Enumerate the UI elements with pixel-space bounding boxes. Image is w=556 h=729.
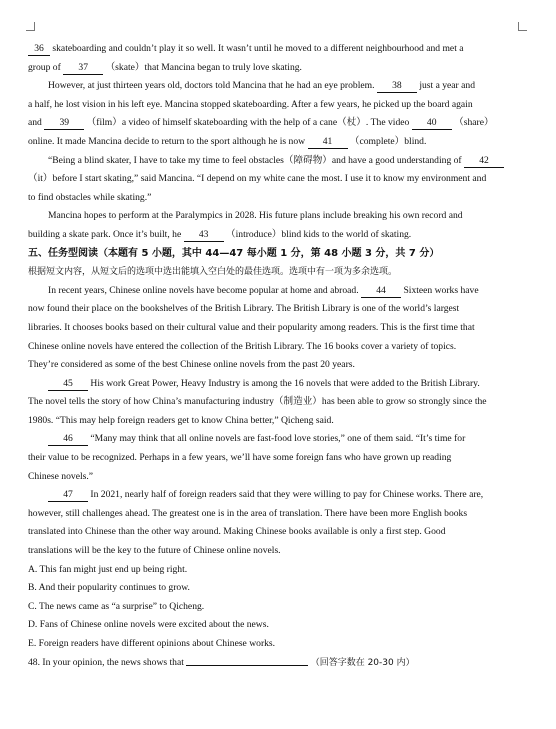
passage1-line10: Mancina hopes to perform at the Paralympics in 2028. His future plans include breaking his own record and <box>48 210 463 222</box>
passage2-p4-line2: however, still challenges ahead. The greatest one is in the area of translation. There have been more English books <box>28 507 468 519</box>
text: and <box>28 117 42 129</box>
passage1-line5 <box>28 114 528 133</box>
blank-37[interactable]: 37 <box>63 62 103 75</box>
text: Sixteen works have <box>403 284 479 296</box>
passage2-p2-line3: 1980s. “This may help foreign readers get to know China better,” Qicheng said. <box>28 414 334 426</box>
blank-46[interactable]: 46 <box>48 433 88 446</box>
passage2-p1-line2: now found their place on the bookshelves of the British Library. The British Library is one of the world’s largest <box>28 303 460 315</box>
section-instruction: 根据短文内容，从短文后的选项中选出能填入空白处的最佳选项。选项中有一项为多余选项。 <box>28 267 398 278</box>
text: just a year and <box>419 80 476 92</box>
passage2-p2-line1 <box>28 375 528 394</box>
text: group of <box>28 61 61 73</box>
section-heading: 五、任务型阅读（本题有 5 小题，其中 44—47 每小题 1 分，第 48 小题 3 分，共 7 分） <box>28 247 440 259</box>
text: （film）a video of himself skateboarding with the help of a cane（杖）. The video <box>86 117 410 129</box>
passage2-p1-line3: libraries. It chooses books based on their cultural value and their popularity among readers. This is the first time that <box>28 321 475 333</box>
blank-41[interactable]: 41 <box>308 136 348 149</box>
passage2-p1-line5: They’re considered as some of the best Chinese online novels from the past 20 years. <box>28 359 355 371</box>
option-d: D. Fans of Chinese online novels were excited about the news. <box>28 619 269 631</box>
passage1-line2 <box>28 59 528 78</box>
blank-38[interactable]: 38 <box>377 80 417 93</box>
text: “Many may think that all online novels are fast-food love stories,” one of them said. “It’s time for <box>90 433 466 445</box>
text: In recent years, Chinese online novels have become popular at home and abroad. <box>48 284 359 296</box>
option-b: B. And their popularity continues to grow. <box>28 582 190 594</box>
passage2-p4-line4: translations will be the key to the future of Chinese online novels. <box>28 545 281 557</box>
text: （complete）blind. <box>349 135 427 147</box>
blank-42[interactable]: 42 <box>464 155 504 168</box>
passage1-line7 <box>28 152 528 171</box>
passage2-p4-line3: translated into Chinese than the other way around. Making Chinese books available is only a first step. Good <box>28 526 446 538</box>
option-a: A. This fan might just end up being right. <box>28 563 188 575</box>
question-48 <box>28 654 528 673</box>
blank-47[interactable]: 47 <box>48 489 88 502</box>
passage1-line11 <box>28 226 528 245</box>
answer-48-input[interactable] <box>186 654 308 666</box>
text: His work Great Power, Heavy Industry is among the 16 novels that were added to the British Library. <box>90 377 480 389</box>
passage1-line4: a half, he lost vision in his left eye. Mancina stopped skateboarding. After a few years, he picked up the board again <box>28 98 473 110</box>
page-corner-mark-left <box>26 22 35 31</box>
text: （回答字数在 20-30 内） <box>310 657 415 668</box>
text: online. It made Mancina decide to return to the sport although he is now <box>28 135 306 147</box>
passage2-p3-line1 <box>28 430 528 449</box>
page-corner-mark-right <box>518 22 527 31</box>
passage1-line9: to find obstacles while skating.” <box>28 191 152 203</box>
blank-43[interactable]: 43 <box>184 229 224 242</box>
option-c: C. The news came as “a surprise” to Qicheng. <box>28 600 205 612</box>
text: In 2021, nearly half of foreign readers said that they were willing to pay for Chinese works. There are, <box>90 489 484 501</box>
passage1-line8: （it）before I start skating,” said Mancina. “I depend on my white cane the most. I use it to know my environment and <box>28 173 487 185</box>
blank-44[interactable]: 44 <box>361 285 401 298</box>
blank-40[interactable]: 40 <box>412 117 452 130</box>
blank-45[interactable]: 45 <box>48 378 88 391</box>
passage2-p1-line1 <box>28 282 528 301</box>
text: However, at just thirteen years old, doctors told Mancina that he had an eye problem. <box>48 80 375 92</box>
text: （skate）that Mancina began to truly love skating. <box>105 61 302 73</box>
text: building a skate park. Once it’s built, he <box>28 228 182 240</box>
text: （share） <box>454 117 494 129</box>
passage2-p3-line3: Chinese novels.” <box>28 470 94 482</box>
text: 48. In your opinion, the news shows that <box>28 656 184 668</box>
text: （introduce）blind kids to the world of skating. <box>226 228 412 240</box>
passage1-line3 <box>28 77 528 96</box>
text: skateboarding and couldn’t play it so well. It wasn’t until he moved to a different neighbourhood and met a <box>52 43 464 54</box>
text: “Being a blind skater, I have to take my time to feel obstacles（障碍物）and have a good understanding of <box>48 154 462 166</box>
blank-39[interactable]: 39 <box>44 117 84 130</box>
passage1-line1 <box>28 40 528 59</box>
document-body <box>28 40 528 672</box>
passage2-p3-line2: their value to be recognized. Perhaps in a few years, we’ll have some foreign fans who have grown up reading <box>28 452 452 464</box>
blank-36[interactable]: 36 <box>28 43 50 56</box>
passage2-p2-line2: The novel tells the story of how China’s manufacturing industry（制造业）has been able to grow so strongly since the <box>28 396 487 408</box>
option-e: E. Foreign readers have different opinions about Chinese works. <box>28 638 276 649</box>
passage2-p4-line1 <box>28 486 528 505</box>
passage1-line6 <box>28 133 528 152</box>
passage2-p1-line4: Chinese online novels have entered the collection of the British Library. The 16 books cover a variety of topics. <box>28 340 457 352</box>
